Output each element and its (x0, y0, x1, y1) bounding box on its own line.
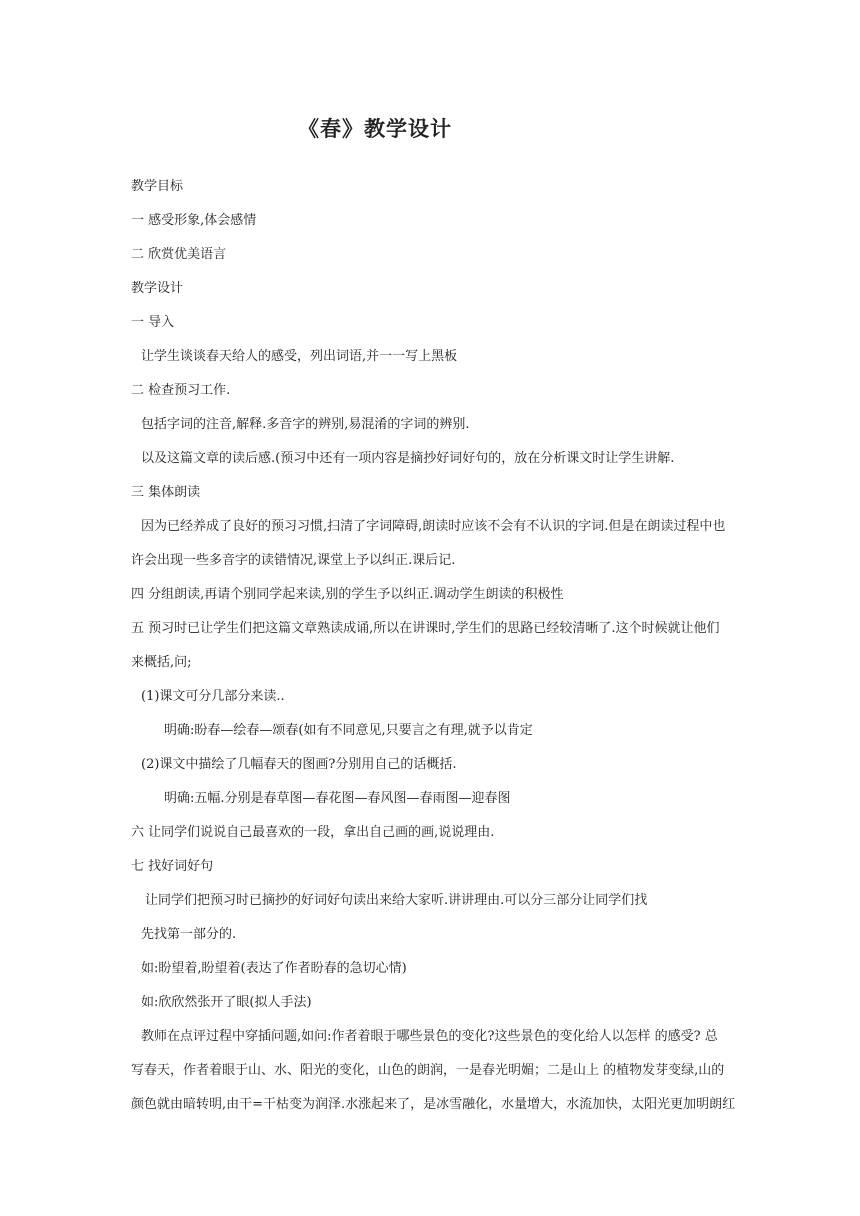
paragraph-line: 让学生谈谈春天给人的感受，列出词语,并一一写上黑板 (141, 349, 458, 364)
section-heading-goals: 教学目标 (131, 179, 184, 194)
paragraph-line: 来概括,问; (131, 655, 192, 670)
section-heading-design: 教学设计 (131, 281, 184, 296)
paragraph-line: 先找第一部分的. (141, 927, 237, 942)
paragraph-line: 颜色就由暗转明,由干=干枯变为润泽.水涨起来了，是冰雪融化，水量增大，水流加快，太阳光更加明朗红 (131, 1097, 736, 1112)
answer-item-2: 明确:五幅.分别是春草图—春花图—春风图—春雨图—迎春图 (164, 791, 511, 806)
step-heading-4: 四 分组朗读,再请个别同学起来读,别的学生予以纠正.调动学生朗读的积极性 (131, 587, 564, 602)
step-heading-1: 一 导入 (131, 315, 175, 330)
step-heading-2: 二 检查预习工作. (131, 383, 231, 398)
question-item-2: (2)课文中描绘了几幅春天的图画?分别用自己的话概括. (141, 757, 457, 772)
answer-item-1: 明确:盼春—绘春—颂春(如有不同意见,只要言之有理,就予以肯定 (164, 723, 533, 738)
step-heading-7: 七 找好词好句 (131, 859, 214, 874)
paragraph-line: 写春天，作者着眼于山、水、阳光的变化，山色的朗润，一是春光明媚；二是山上 的植物发芽变绿,山的 (131, 1063, 725, 1078)
step-heading-5: 五 预习时已让学生们把这篇文章熟读成诵,所以在讲课时,学生们的思路已经较清晰了.这个时候就让他们 (131, 621, 720, 636)
paragraph-line: 因为已经养成了良好的预习习惯,扫清了字词障碍,朗读时应该不会有不认识的字词.但是在朗读过程中也 (141, 519, 726, 534)
paragraph-line: 许会出现一些多音字的读错情况,课堂上予以纠正.课后记. (131, 553, 456, 568)
paragraph-line: 让同学们把预习时已摘抄的好词好句读出来给大家听.讲讲理由.可以分三部分让同学们找 (145, 893, 648, 908)
goal-item-1: 一 感受形象,体会感情 (131, 213, 257, 228)
paragraph-line: 以及这篇文章的读后感.(预习中还有一项内容是摘抄好词好句的，放在分析课文时让学生讲解. (141, 451, 675, 466)
step-heading-3: 三 集体朗读 (131, 485, 201, 500)
example-item-2: 如:欣欣然张开了眼(拟人手法) (141, 995, 312, 1010)
question-item-1: (1)课文可分几部分来读.. (141, 689, 285, 704)
paragraph-line: 包括字词的注音,解释.多音字的辨别,易混淆的字词的辨别. (141, 417, 470, 432)
goal-item-2: 二 欣赏优美语言 (131, 247, 227, 262)
document-title: 《春》教学设计 (298, 116, 452, 141)
paragraph-line: 教师在点评过程中穿插问题,如问:作者着眼于哪些景色的变化?这些景色的变化给人以怎样 的感受? 总 (141, 1029, 718, 1044)
example-item-1: 如:盼望着,盼望着(表达了作者盼春的急切心情) (141, 961, 407, 976)
step-heading-6: 六 让同学们说说自己最喜欢的一段，拿出自己画的画,说说理由. (131, 825, 495, 840)
